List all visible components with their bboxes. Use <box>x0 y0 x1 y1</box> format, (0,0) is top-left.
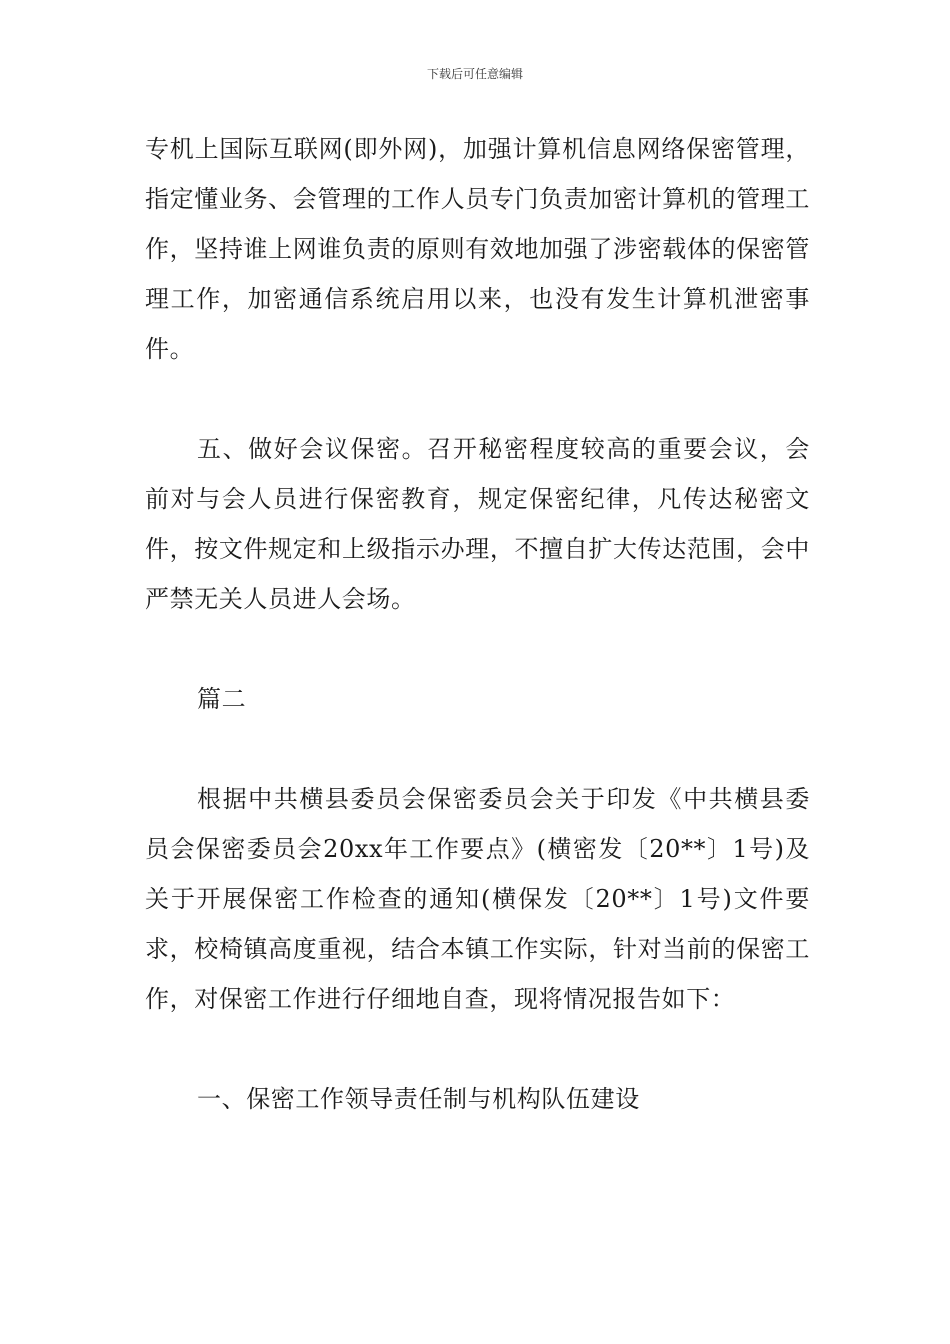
section-heading-part-two: 篇二 <box>197 685 247 713</box>
document-body <box>145 124 810 1124</box>
paragraph-meeting-security: 五、做好会议保密。召开秘密程度较高的重要会议，会前对与会人员进行保密教育，规定保密纪律，凡传达秘密文件，按文件规定和上级指示办理，不擅自扩大传达范围，会中严禁无关人员进人会场。 <box>145 435 810 613</box>
paragraph-computer-security: 专机上国际互联网(即外网)，加强计算机信息网络保密管理，指定懂业务、会管理的工作人员专门负责加密计算机的管理工作，坚持谁上网谁负责的原则有效地加强了涉密载体的保密管理工作，加密通信系统启用以来，也没有发生计算机泄密事件。 <box>145 135 810 363</box>
section-heading-leadership: 一、保密工作领导责任制与机构队伍建设 <box>197 1085 640 1113</box>
paragraph-gap <box>145 724 810 774</box>
paragraph-gap <box>145 374 810 424</box>
paragraph-gap <box>145 1024 810 1074</box>
paragraph-gap <box>145 624 810 674</box>
paragraph-report-intro: 根据中共横县委员会保密委员会关于印发《中共横县委员会保密委员会20xx年工作要点》(横密发〔20**〕1号)及关于开展保密工作检查的通知(横保发〔20**〕1号)文件要求，校椅镇高度重视，结合本镇工作实际，针对当前的保密工作，对保密工作进行仔细地自查，现将情况报告如下： <box>145 785 810 1013</box>
page-header: 下载后可任意编辑 <box>426 67 523 81</box>
